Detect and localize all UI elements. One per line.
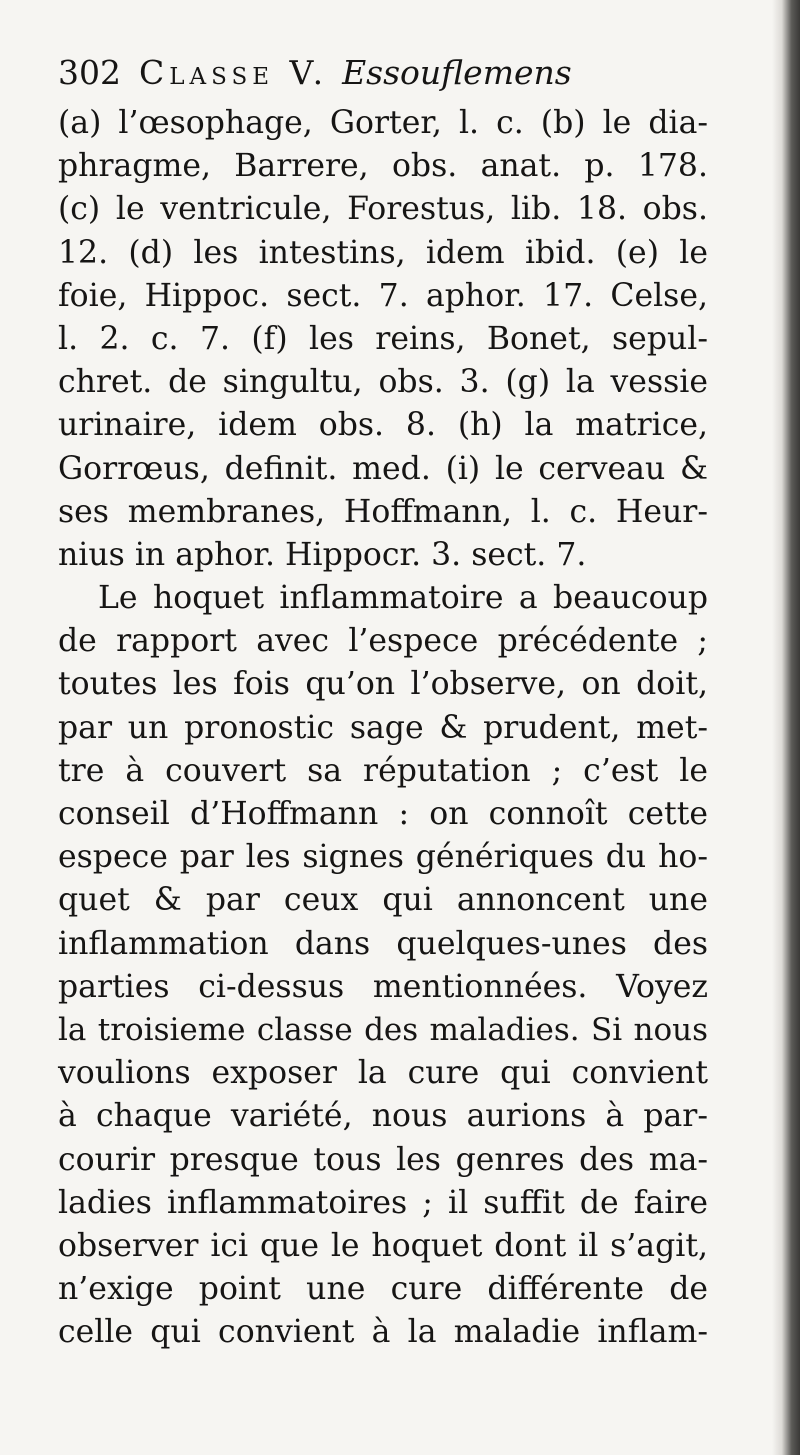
text-line: de rapport avec l’espece précédente ;: [58, 623, 708, 660]
running-header: [58, 44, 708, 102]
text-line: courir presque tous les genres des ma-: [58, 1141, 708, 1178]
text-line: quet & par ceux qui annoncent une: [58, 882, 708, 919]
text-line: Le hoquet inflammatoire a beaucoup: [98, 580, 708, 617]
text-line: à chaque variété, nous aurions à par-: [58, 1098, 708, 1135]
text-line: observer ici que le hoquet dont il s’agit,: [58, 1227, 708, 1264]
text-line: tre à couvert sa réputation ; c’est le: [58, 752, 708, 789]
text-line: parties ci-dessus mentionnées. Voyez: [58, 968, 708, 1005]
paragraph-1: [58, 102, 708, 577]
text-line: ses membranes, Hoffmann, l. c. Heur-: [58, 493, 708, 530]
text-line: phragme, Barrere, obs. anat. p. 178.: [58, 148, 708, 185]
text-line: espece par les signes génériques du ho-: [58, 839, 708, 876]
text-line: ladies inflammatoires ; il suffit de faire: [58, 1184, 708, 1221]
text-line: (a) l’œsophage, Gorter, l. c. (b) le dia-: [58, 105, 708, 141]
paragraph-2: [58, 577, 708, 1354]
text-line: conseil d’Hoffmann : on connoît cette: [58, 796, 708, 832]
text-line: Gorrœus, definit. med. (i) le cerveau &: [58, 450, 708, 487]
text-line: nius in aphor. Hippocr. 3. sect. 7.: [58, 536, 587, 573]
text-line: la troisieme classe des maladies. Si nous: [58, 1011, 708, 1048]
running-title: Classe V.: [139, 53, 329, 92]
text-line: par un pronostic sage & prudent, met-: [58, 709, 708, 746]
text-line: toutes les fois qu’on l’observe, on doit,: [58, 666, 708, 703]
text-line: chret. de singultu, obs. 3. (g) la vessie: [58, 364, 708, 401]
text-line: inflammation dans quelques-unes des: [58, 925, 708, 962]
text-line: foie, Hippoc. sect. 7. aphor. 17. Celse,: [58, 277, 708, 314]
running-title-italic: Essouflemens: [342, 53, 572, 92]
text-line: l. 2. c. 7. (f) les reins, Bonet, sepul-: [58, 320, 708, 357]
text-line: n’exige point une cure différente de: [58, 1271, 708, 1308]
text-line: voulions exposer la cure qui convient: [58, 1055, 708, 1092]
text-line: 12. (d) les intestins, idem ibid. (e) le: [58, 234, 708, 271]
text-line: celle qui convient à la maladie inflam-: [58, 1314, 708, 1351]
page-number: 302: [58, 53, 121, 92]
page-gutter-shadow: [772, 0, 800, 1455]
text-line: (c) le ventricule, Forestus, lib. 18. obs.: [58, 191, 708, 228]
text-line: urinaire, idem obs. 8. (h) la matrice,: [58, 407, 708, 444]
page-text: [58, 44, 708, 1354]
